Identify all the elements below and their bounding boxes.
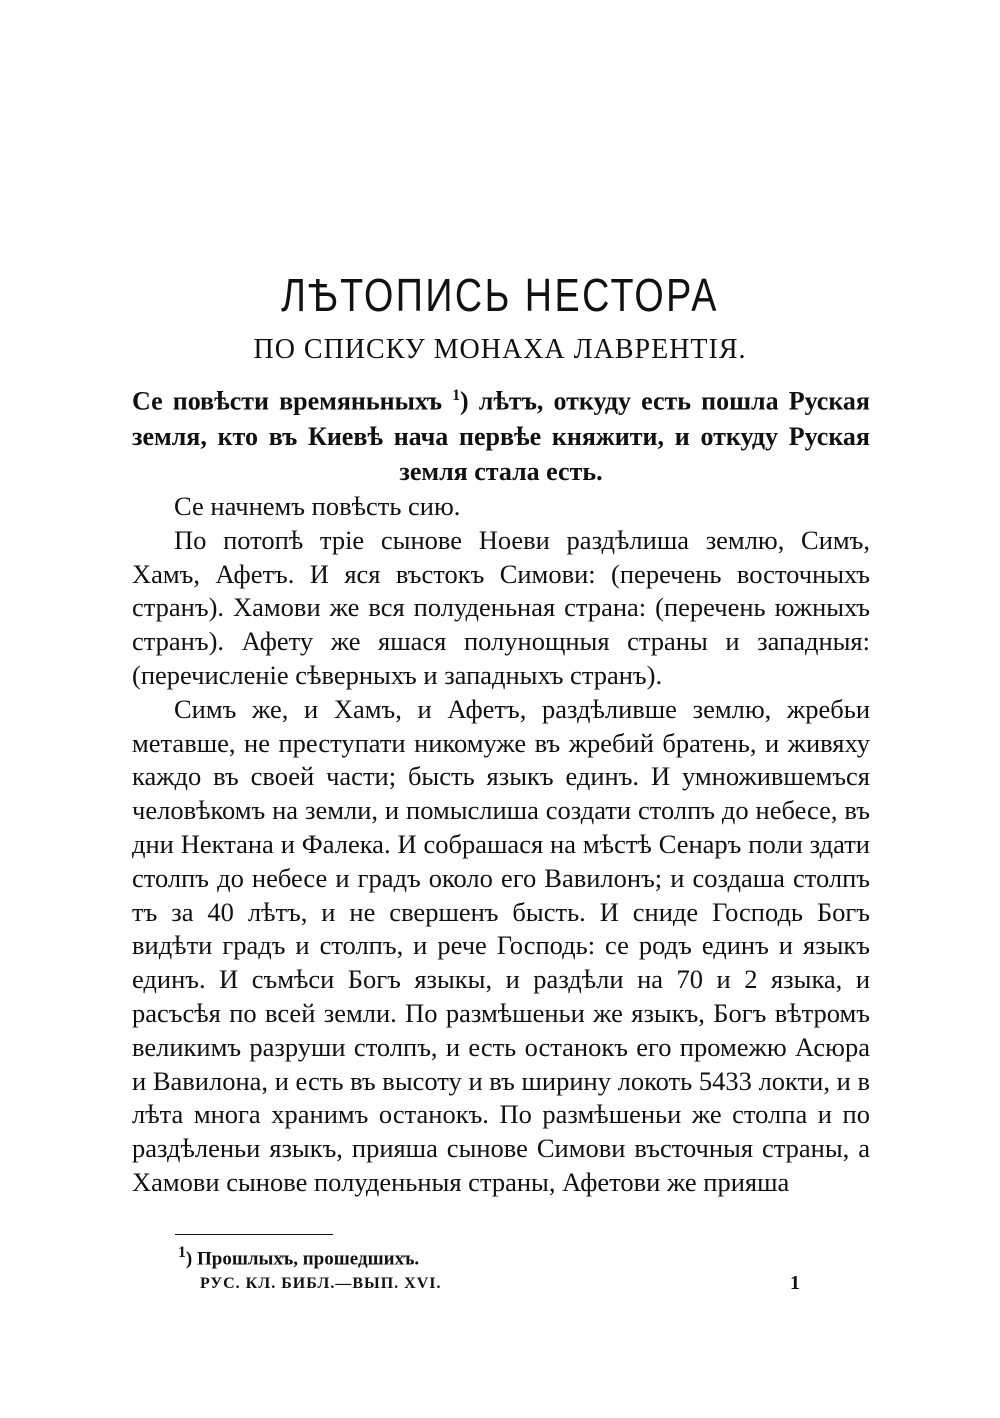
section-heading xyxy=(132,378,870,489)
page-title: ЛѢТОПИСЬ НЕСТОРА xyxy=(281,269,719,321)
body-text xyxy=(132,490,870,1200)
footnote-divider xyxy=(175,1234,333,1235)
paragraph-tower: Симъ же, и Хамъ, и Афетъ, раздѣливше землю, жребьи метавше, не преступати никомуже въ жребий братень, и живяху каждо въ своей части; бысть языкъ единъ. И умножившемъся человѣкомъ на земли, и помыслиша создати столпъ до небесе, въ дни Нектана и Фалека. И собрашася на мѣстѣ Сенаръ поли здати столпъ до небесе и градъ около его Вавилонъ; и создаша столпъ тъ за 40 лѣтъ, и не свершенъ бысть. И сниде Господь Богъ видѣти градъ и столпъ, и рече Господь: се родъ единъ и языкъ единъ. И съмѣси Богъ языкы, и раздѣли на 70 и 2 языка, и расъсѣя по всей земли. По размѣшеньи же языкъ, Богъ вѣтромъ великимъ разруши столпъ, и есть останокъ его промежю Асюра и Вавилона, и есть въ высоту и въ ширину локоть 5433 локти, и в лѣта многа хранимъ останокъ. По размѣшеньи же столпа и по раздѣленьи языкъ, прияша сынове Симови въсточныя страны, а Хамови сынове полуденьныя страны, Афетови же прияша xyxy=(132,693,870,1197)
paragraph-opening: Се начнемъ повѣсть сию. xyxy=(174,491,461,521)
footnote-marker: 1 xyxy=(178,1244,186,1261)
footnote-text: ) Прошлыхъ, прошедшихъ. xyxy=(185,1248,420,1270)
heading-text-end: ) лѣтъ, откуду есть пошла Руская земля, кто въ Киевѣ нача первѣе княжити, и откуду Руская земля стала есть. xyxy=(132,386,870,486)
footnote xyxy=(178,1244,419,1270)
paragraph-flood: По потопѣ тріе сынове Ноеви раздѣлиша землю, Симъ, Хамъ, Афетъ. И яся въстокъ Симови: (перечень восточныхъ странъ). Хамови же вся полуденьная страна: (перечень южныхъ странъ). Афету же яшася полунощныя страны и западныя: (перечисленіе сѣверныхъ и западныхъ странъ). xyxy=(132,524,870,690)
footnote-reference[interactable]: 1 xyxy=(452,387,460,404)
page-number: 1 xyxy=(790,1272,800,1294)
heading-text-start: Се повѣсти времяньныхъ xyxy=(132,386,453,416)
series-signature: РУС. КЛ. БИБЛ.—ВЫП. XVI. xyxy=(200,1275,442,1292)
page-subtitle: ПО СПИСКУ МОНАХА ЛАВРЕНТІЯ. xyxy=(253,334,747,365)
